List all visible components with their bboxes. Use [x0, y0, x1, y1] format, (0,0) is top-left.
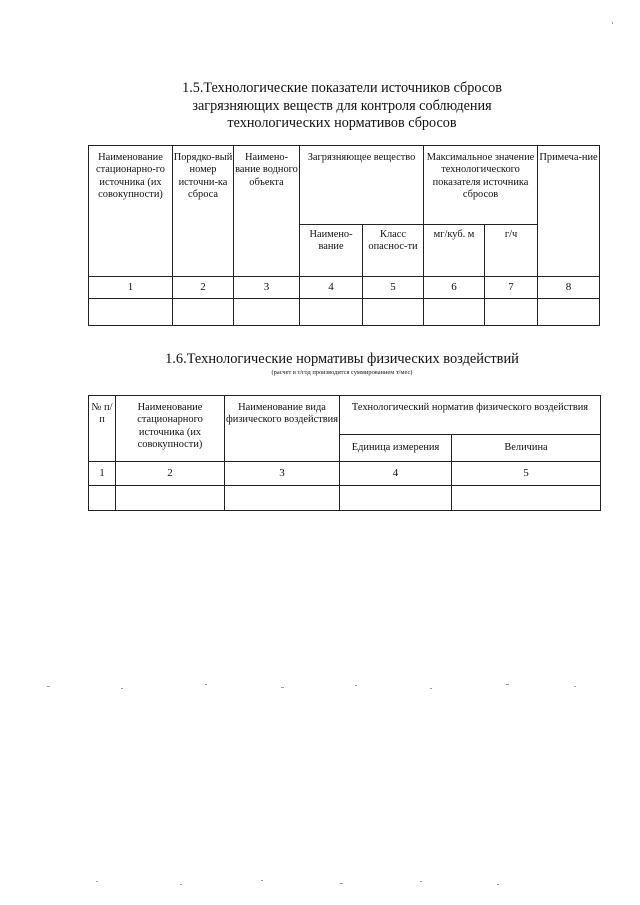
column-number: 1	[89, 277, 173, 299]
header-unit: Единица измерения	[340, 435, 452, 462]
column-number: 2	[173, 277, 234, 299]
header-pollutant: Загрязняющее вещество	[300, 146, 424, 225]
header-hazard-class: Класс опаснос-ти	[363, 225, 424, 277]
section-1-5-title-line-3: технологических нормативов сбросов	[227, 115, 457, 131]
column-number: 7	[485, 277, 538, 299]
header-source-name: Наименование стационарного источника (их совокупности)	[116, 396, 225, 462]
column-number: 5	[363, 277, 424, 299]
header-water-body: Наимено-вание водного объекта	[234, 146, 300, 277]
column-number: 8	[538, 277, 600, 299]
header-note: Примеча-ние	[538, 146, 600, 277]
column-number: 3	[225, 462, 340, 486]
column-number: 2	[116, 462, 225, 486]
header-row-number: № п/п	[89, 396, 116, 462]
section-1-6-note: (расчет в т/год производится суммированием т/мес)	[271, 369, 413, 376]
header-g-per-h: г/ч	[485, 225, 538, 277]
column-number: 3	[234, 277, 300, 299]
header-mg-per-m3: мг/куб. м	[424, 225, 485, 277]
column-number: 5	[452, 462, 601, 486]
header-source-number: Порядко-вый номер источни-ка сброса	[173, 146, 234, 277]
header-max-value: Максимальное значение технологического показателя источника сбросов	[424, 146, 538, 225]
header-tech-norm: Технологический норматив физического воздействия	[340, 396, 601, 435]
column-number: 1	[89, 462, 116, 486]
header-value: Величина	[452, 435, 601, 462]
header-pollutant-name: Наимено-вание	[300, 225, 363, 277]
header-source-name: Наименование стационарно-го источника (их совокупности)	[89, 146, 173, 277]
section-1-6-title: 1.6.Технологические нормативы физических воздействий	[165, 351, 519, 367]
section-1-5-title-line-1: 1.5.Технологические показатели источников сбросов	[182, 80, 502, 96]
column-number: 4	[340, 462, 452, 486]
section-1-5-title-line-2: загрязняющих веществ для контроля соблюдения	[192, 97, 492, 114]
column-number: 4	[300, 277, 363, 299]
header-impact-type: Наименование вида физического воздействия	[225, 396, 340, 462]
column-number: 6	[424, 277, 485, 299]
